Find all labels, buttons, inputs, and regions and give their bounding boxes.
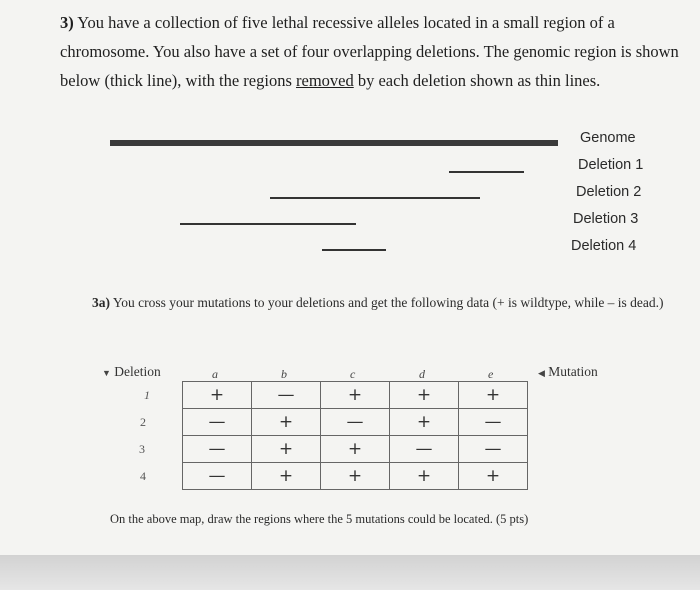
question-number: 3) xyxy=(60,13,74,32)
label-deletion-2: Deletion 2 xyxy=(576,184,642,200)
table-cell: — xyxy=(459,409,528,436)
table-cell: + xyxy=(183,382,252,409)
col-letter-c: c xyxy=(350,367,356,381)
triangle-down-icon: ▼ xyxy=(102,368,111,378)
col-letter-a: a xyxy=(212,367,218,381)
table-row xyxy=(183,463,528,490)
table-cell: + xyxy=(321,463,390,490)
col-header-mutation: ◀ Mutation xyxy=(538,364,598,379)
table-cell: + xyxy=(252,436,321,463)
row-header-deletion: ▼ Deletion xyxy=(102,364,161,379)
question-3a-number: 3a) xyxy=(92,295,110,310)
label-deletion-1: Deletion 1 xyxy=(578,157,644,173)
deletion-2-line xyxy=(270,197,480,199)
table-cell: + xyxy=(321,436,390,463)
triangle-left-icon: ◀ xyxy=(538,368,545,378)
table-row xyxy=(183,382,528,409)
table-cell: + xyxy=(390,382,459,409)
table-cell: + xyxy=(459,382,528,409)
col-letter-b: b xyxy=(281,367,287,381)
row-label-2: 2 xyxy=(140,415,146,429)
col-letter-d: d xyxy=(419,367,425,381)
table-row xyxy=(183,436,528,463)
underlined-word: removed xyxy=(296,71,354,90)
row-label-3: 3 xyxy=(139,442,145,456)
complementation-table xyxy=(182,381,528,490)
table-cell: + xyxy=(321,382,390,409)
table-cell: + xyxy=(459,463,528,490)
row-label-4: 4 xyxy=(140,469,146,483)
table-cell: + xyxy=(390,463,459,490)
table-cell: — xyxy=(183,409,252,436)
table-cell: — xyxy=(183,436,252,463)
row-label-1: 1 xyxy=(144,388,150,402)
genome-line xyxy=(110,140,558,146)
question-body-end: by each deletion shown as thin lines. xyxy=(353,71,601,90)
table-cell: — xyxy=(390,436,459,463)
label-genome: Genome xyxy=(580,130,636,146)
question-3-text xyxy=(60,8,685,95)
label-deletion-4: Deletion 4 xyxy=(571,238,637,254)
deletion-3-line xyxy=(180,223,356,225)
table-cell: + xyxy=(252,463,321,490)
question-body: You have a collection of five lethal recessive alleles located in a small region of a chromosome. You also have a set of four overlapping deletions. The genomic region is shown below (thick line), with the regions xyxy=(60,13,679,90)
label-deletion-3: Deletion 3 xyxy=(573,211,639,227)
table-cell: — xyxy=(252,382,321,409)
table-cell: — xyxy=(459,436,528,463)
col-letter-e: e xyxy=(488,367,494,381)
question-3a-body: You cross your mutations to your deletions and get the following data (+ is wildtype, while – is dead.) xyxy=(112,295,664,310)
table-cell: — xyxy=(321,409,390,436)
table-cell: + xyxy=(252,409,321,436)
instruction-caption: On the above map, draw the regions where the 5 mutations could be located. (5 pts) xyxy=(110,512,529,526)
question-3a-text xyxy=(92,290,682,315)
table-row xyxy=(183,409,528,436)
deletion-4-line xyxy=(322,249,386,251)
deletion-1-line xyxy=(449,171,524,173)
table-cell: + xyxy=(390,409,459,436)
page-bottom-edge xyxy=(0,555,700,590)
table-cell: — xyxy=(183,463,252,490)
